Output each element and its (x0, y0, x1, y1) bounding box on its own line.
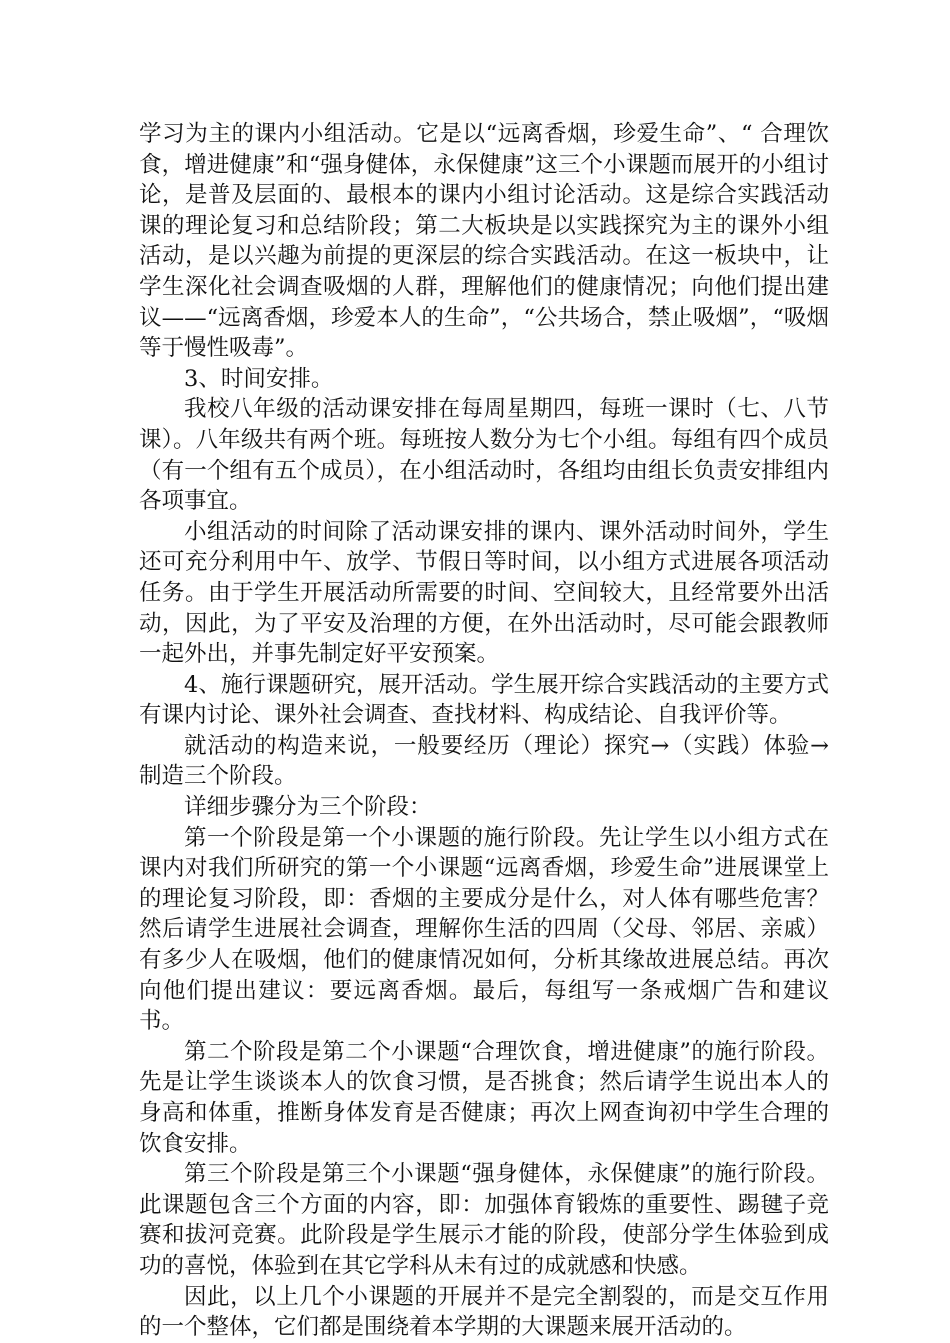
paragraph-continuation: 学习为主的课内小组活动。它是以“远离香烟，珍爱生命”、“ 合理饮食，增进健康”和“强身健体，永保健康”这三个小课题而展开的小组讨论，是普及层面的、最根本的课内小组讨论活动。这是综合实践活动课的理论复习和总结阶段；第二大板块是以实践探究为主的课外小组活动，是以兴趣为前提的更深层的综合实践活动。在这一板块中，让学生深化社会调查吸烟的人群，理解他们的健康情况；向他们提出建议——“远离香烟，珍爱本人的生命”，“公共场合，禁止吸烟”，“吸烟等于慢性吸毒”。 (139, 121, 829, 362)
paragraph-schedule: 我校八年级的活动课安排在每周星期四，每班一课时（七、八节课）。八年级共有两个班。每班按人数分为七个小组。每组有四个成员（有一个组有五个成员），在小组活动时，各组均由组长负责安排组内各项事宜。 (139, 396, 829, 515)
paragraph-structure: 就活动的构造来说，一般要经历（理论）探究→（实践）体验→制造三个阶段。 (139, 732, 829, 790)
document-body (139, 119, 829, 1343)
heading-time-arrangement: 3、时间安排。 (184, 365, 334, 392)
paragraph-group-time: 小组活动的时间除了活动课安排的课内、课外活动时间外，学生还可充分利用中午、放学、节假日等时间，以小组方式进展各项活动任务。由于学生开展活动所需要的时间、空间较大，且经常要外出活动，因此，为了平安及治理的方便，在外出活动时，尽可能会跟教师一起外出，并事先制定好平安预案。 (139, 518, 829, 668)
paragraph-steps-intro: 详细步骤分为三个阶段： (184, 794, 432, 821)
paragraph-conclusion: 因此，以上几个小课题的开展并不是完全割裂的，而是交互作用的一个整体，它们都是围绕着本学期的大课题来展开活动的。 (139, 1283, 829, 1341)
paragraph-research: 4、施行课题研究，展开活动。学生展开综合实践活动的主要方式有课内讨论、课外社会调查、查找材料、构成结论、自我评价等。 (139, 671, 829, 729)
paragraph-stage-two: 第二个阶段是第二个小课题“合理饮食，增进健康”的施行阶段。先是让学生谈谈本人的饮食习惯，是否挑食；然后请学生说出本人的身高和体重，推断身体发育是否健康；再次上网查询初中学生合理的饮食安排。 (139, 1038, 829, 1157)
paragraph-stage-three: 第三个阶段是第三个小课题“强身健体，永保健康”的施行阶段。此课题包含三个方面的内容，即：加强体育锻炼的重要性、踢毽子竞赛和拔河竞赛。此阶段是学生展示才能的阶段，使部分学生体验到成功的喜悦，体验到在其它学科从未有过的成就感和快感。 (139, 1161, 829, 1279)
paragraph-stage-one: 第一个阶段是第一个小课题的施行阶段。先让学生以小组方式在课内对我们所研究的第一个小课题“远离香烟，珍爱生命”进展课堂上的理论复习阶段，即：香烟的主要成分是什么，对人体有哪些危害？然后请学生进展社会调查，理解你生活的四周（父母、邻居、亲戚）有多少人在吸烟，他们的健康情况如何，分析其缘故进展总结。再次向他们提出建议：要远离香烟。最后，每组写一条戒烟广告和建议书。 (139, 824, 829, 1035)
